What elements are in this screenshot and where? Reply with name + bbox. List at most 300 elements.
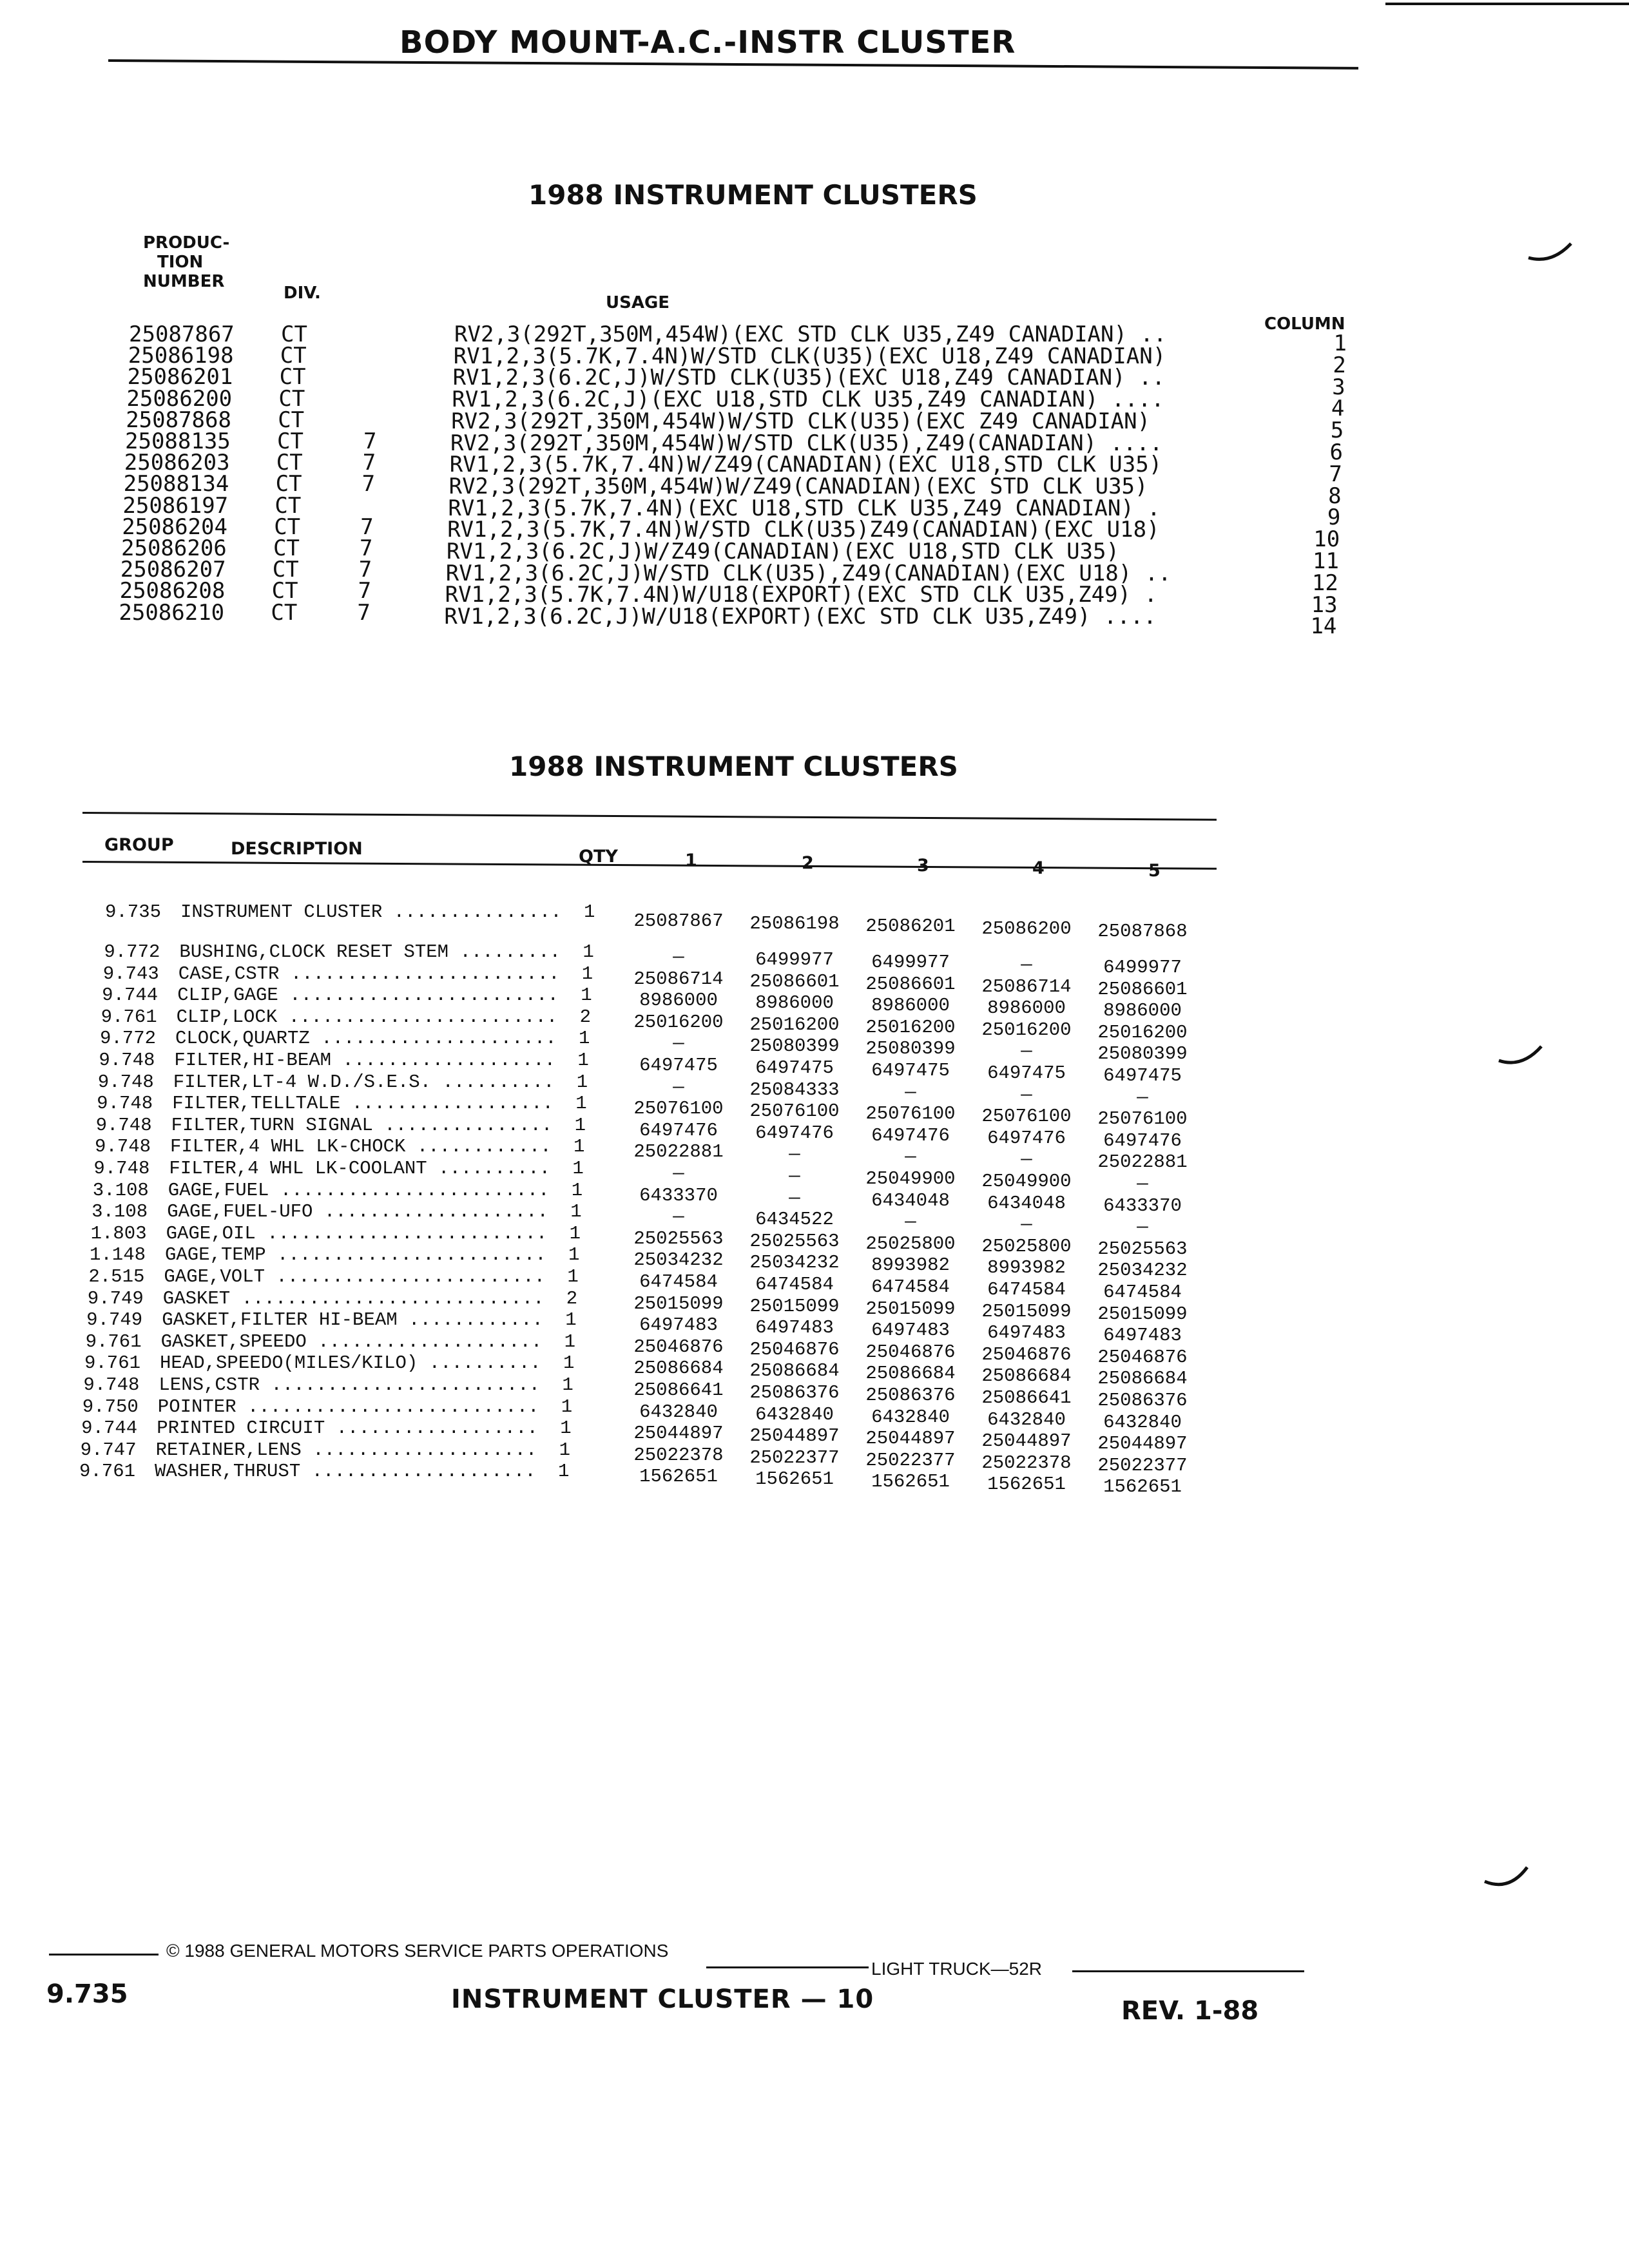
group-number: 1.803 xyxy=(90,1222,147,1244)
part-quantity: 1 xyxy=(562,1374,574,1396)
part-number-column-4: — xyxy=(1021,1041,1032,1062)
part-number-column-4: — xyxy=(1021,954,1032,975)
top-right-rule xyxy=(1385,3,1629,5)
production-header-line: TION xyxy=(157,253,204,272)
part-number-column-2: 25046876 xyxy=(749,1338,840,1360)
division-code: CT xyxy=(278,385,305,412)
column-2-header: 2 xyxy=(802,853,814,873)
note-flag: 7 xyxy=(360,514,374,540)
group-number: 9.744 xyxy=(102,985,159,1006)
part-number-column-2: 6499977 xyxy=(755,949,834,970)
division-code: CT xyxy=(274,514,301,540)
production-number: 25086207 xyxy=(120,557,226,583)
part-description: FILTER,4 WHL LK-COOLANT .......... xyxy=(169,1158,551,1179)
part-description: GAGE,FUEL-UFO .................... xyxy=(167,1202,548,1223)
part-number-column-5: 8986000 xyxy=(1103,1000,1182,1022)
parts-section-title: 1988 INSTRUMENT CLUSTERS xyxy=(509,751,958,782)
table-header-rule xyxy=(82,861,1217,870)
part-number-column-2: 25084333 xyxy=(749,1079,840,1100)
column-number: 12 xyxy=(1311,570,1338,596)
part-number-column-4: 25086684 xyxy=(981,1365,1072,1387)
part-number-column-3: 25086376 xyxy=(865,1385,956,1406)
part-number-column-3: 25086601 xyxy=(865,973,956,995)
part-number-column-3: 6474584 xyxy=(871,1276,950,1298)
part-number-column-3: 25080399 xyxy=(865,1038,956,1060)
part-number-column-4: — xyxy=(1021,1084,1032,1106)
part-description: GAGE,OIL ......................... xyxy=(166,1223,548,1244)
group-number: 9.747 xyxy=(80,1439,137,1461)
part-number-column-4: 6497483 xyxy=(987,1322,1066,1344)
qty-column-header: QTY xyxy=(579,847,618,867)
part-number-column-5: 6497483 xyxy=(1103,1325,1182,1347)
part-quantity: 1 xyxy=(571,1179,583,1201)
part-description: CASE,CSTR ........................ xyxy=(178,963,560,985)
part-number-column-2: 25086198 xyxy=(749,913,840,934)
part-number-column-2: 6497483 xyxy=(755,1317,834,1339)
part-number-column-4: 25015099 xyxy=(981,1300,1072,1322)
production-header-line: NUMBER xyxy=(143,272,225,291)
part-number-column-3: 6497483 xyxy=(871,1320,950,1341)
production-number: 25088134 xyxy=(123,471,229,497)
production-number: 25087867 xyxy=(129,322,235,347)
usage-text: RV1,2,3(5.7K,7.4N)W/Z49(CANADIAN)(EXC U18,STD CLK U35) xyxy=(449,452,1162,478)
part-quantity: 1 xyxy=(569,1222,581,1244)
part-description: CLIP,LOCK ........................ xyxy=(176,1006,558,1028)
usage-text: RV2,3(292T,350M,454W)W/STD CLK(U35)(EXC Z49 CANADIAN) xyxy=(451,408,1151,434)
production-number: 25086206 xyxy=(121,535,227,561)
page-header-title: BODY MOUNT-A.C.-INSTR CLUSTER xyxy=(400,24,1016,61)
production-number: 25086210 xyxy=(119,599,225,626)
group-column-header: GROUP xyxy=(104,835,174,855)
group-number: 9.748 xyxy=(95,1114,152,1136)
part-quantity: 1 xyxy=(576,1071,588,1093)
group-number: 9.748 xyxy=(94,1136,151,1158)
part-number-column-5: — xyxy=(1137,1216,1148,1238)
part-description: CLIP,GAGE ........................ xyxy=(177,985,559,1006)
part-number-column-3: 25025800 xyxy=(865,1233,956,1254)
part-quantity: 1 xyxy=(574,1114,586,1136)
part-number-column-4: 25025800 xyxy=(981,1235,1072,1257)
part-number-column-1: 1562651 xyxy=(639,1466,718,1488)
part-number-column-1: 6432840 xyxy=(639,1401,718,1423)
part-description: FILTER,TURN SIGNAL ............... xyxy=(171,1115,553,1136)
footer-mid-rule xyxy=(706,1966,869,1968)
usage-text: RV1,2,3(6.2C,J)(EXC U18,STD CLK U35,Z49 CANADIAN) .... xyxy=(452,387,1164,413)
part-description: FILTER,HI-BEAM ................... xyxy=(174,1050,556,1071)
part-number-column-4: — xyxy=(1021,1149,1032,1171)
part-number-column-3: 25016200 xyxy=(865,1016,956,1038)
column-4-header: 4 xyxy=(1032,858,1045,878)
column-number: 4 xyxy=(1331,396,1345,422)
part-number-column-2: 6497475 xyxy=(755,1057,834,1079)
hole-punch-mark-icon xyxy=(1496,1043,1548,1075)
footer-left-rule xyxy=(49,1954,159,1956)
part-number-column-1: — xyxy=(673,1076,684,1098)
note-flag: 7 xyxy=(358,557,372,583)
part-number-column-5: 6433370 xyxy=(1103,1195,1182,1216)
table-top-rule xyxy=(82,812,1217,821)
part-number-column-1: 25044897 xyxy=(633,1423,724,1445)
part-quantity: 1 xyxy=(563,1352,575,1374)
part-quantity: 1 xyxy=(581,963,593,985)
hole-punch-mark-icon xyxy=(1482,1862,1534,1901)
part-description: GAGE,FUEL ........................ xyxy=(168,1180,550,1201)
div-header: DIV. xyxy=(284,284,321,303)
production-number: 25086204 xyxy=(122,514,227,540)
part-number-column-1: 25022378 xyxy=(633,1444,724,1466)
part-number-column-5: 25080399 xyxy=(1097,1043,1188,1065)
part-number-column-3: 8986000 xyxy=(871,995,950,1017)
part-number-column-2: 25076100 xyxy=(749,1100,840,1122)
column-header: COLUMN xyxy=(1264,314,1345,334)
part-number-column-4: 25022378 xyxy=(981,1452,1072,1474)
group-number: 9.772 xyxy=(99,1028,156,1050)
part-quantity: 1 xyxy=(568,1244,580,1266)
part-quantity: 1 xyxy=(572,1158,584,1179)
part-number-column-4: 6497476 xyxy=(987,1127,1066,1149)
part-quantity: 1 xyxy=(581,985,592,1006)
column-number: 5 xyxy=(1330,418,1344,444)
group-number: 9.749 xyxy=(86,1309,143,1331)
production-number: 25086203 xyxy=(124,450,230,476)
production-header-line: PRODUC- xyxy=(143,233,230,253)
production-number: 25086208 xyxy=(119,578,226,604)
part-quantity: 1 xyxy=(583,941,594,963)
column-3-header: 3 xyxy=(917,856,929,876)
part-number-column-4: 1562651 xyxy=(987,1474,1066,1495)
part-description: LENS,CSTR ........................ xyxy=(159,1375,541,1396)
hole-punch-mark-icon xyxy=(1526,238,1577,271)
part-number-column-3: 6432840 xyxy=(871,1406,950,1428)
part-number-column-2: 25015099 xyxy=(749,1295,840,1317)
group-number: 9.748 xyxy=(99,1050,155,1071)
part-number-column-1: 25076100 xyxy=(633,1098,724,1120)
part-number-column-2: 6474584 xyxy=(755,1274,834,1295)
usage-text: RV2,3(292T,350M,454W)W/STD CLK(U35),Z49(CANADIAN) .... xyxy=(450,430,1163,456)
part-number-column-2: 25044897 xyxy=(749,1425,840,1447)
part-description: GASKET,FILTER HI-BEAM ............ xyxy=(162,1310,543,1331)
part-number-column-5: — xyxy=(1137,1173,1148,1195)
part-number-column-4: 25086714 xyxy=(981,975,1072,997)
division-code: CT xyxy=(275,471,302,497)
part-number-column-2: 6434522 xyxy=(755,1209,834,1231)
division-code: CT xyxy=(279,364,306,390)
part-number-column-1: — xyxy=(673,947,684,968)
column-number: 3 xyxy=(1332,374,1345,400)
part-number-column-3: 25076100 xyxy=(865,1103,956,1125)
part-number-column-4: 25086200 xyxy=(981,918,1072,939)
usage-text: RV1,2,3(6.2C,J)W/Z49(CANADIAN)(EXC U18,STD CLK U35) xyxy=(447,539,1119,564)
part-description: FILTER,4 WHL LK-CHOCK ............ xyxy=(170,1137,552,1158)
part-number-column-1: 25025563 xyxy=(633,1227,724,1249)
usage-text: RV1,2,3(5.7K,7.4N)W/STD CLK(U35)(EXC U18,Z49 CANADIAN) xyxy=(453,343,1166,369)
column-number: 14 xyxy=(1310,613,1337,640)
part-quantity: 2 xyxy=(566,1287,578,1309)
usage-text: RV2,3(292T,350M,454W)W/Z49(CANADIAN)(EXC STD CLK U35) xyxy=(448,473,1148,499)
part-number-column-4: 8993982 xyxy=(987,1257,1066,1279)
part-quantity: 1 xyxy=(558,1461,570,1483)
part-quantity: 1 xyxy=(567,1266,579,1287)
footer-right-rule xyxy=(1072,1970,1304,1972)
part-number-column-4: 25049900 xyxy=(981,1171,1072,1192)
column-number: 10 xyxy=(1313,526,1340,553)
part-description: POINTER .......................... xyxy=(157,1396,539,1418)
group-number: 9.772 xyxy=(104,941,160,963)
part-number-column-1: 25016200 xyxy=(633,1011,724,1033)
part-number-column-1: — xyxy=(673,1163,684,1184)
part-number-column-4: 25016200 xyxy=(981,1019,1072,1041)
part-number-column-2: 1562651 xyxy=(755,1468,834,1490)
part-description: FILTER,LT-4 W.D./S.E.S. .......... xyxy=(173,1072,555,1093)
part-number-column-5: 6499977 xyxy=(1103,957,1182,978)
division-code: CT xyxy=(271,599,298,626)
production-section-title: 1988 INSTRUMENT CLUSTERS xyxy=(528,179,978,211)
part-number-column-2: 25080399 xyxy=(749,1035,840,1057)
part-number-column-1: — xyxy=(673,1033,684,1055)
group-number: 9.761 xyxy=(101,1006,157,1028)
part-quantity: 1 xyxy=(570,1201,582,1223)
part-number-column-3: 25015099 xyxy=(865,1298,956,1320)
part-number-column-1: 6497483 xyxy=(639,1314,718,1336)
part-number-column-3: — xyxy=(905,1211,916,1233)
part-quantity: 1 xyxy=(564,1331,575,1352)
production-number: 25086201 xyxy=(127,364,233,390)
part-quantity: 1 xyxy=(579,1028,590,1050)
note-flag: 7 xyxy=(360,535,373,561)
part-quantity: 1 xyxy=(575,1093,587,1115)
part-number-column-5: 25016200 xyxy=(1097,1021,1188,1043)
production-number: 25086200 xyxy=(126,385,233,412)
part-number-column-3: 25044897 xyxy=(865,1428,956,1450)
part-number-column-1: 6474584 xyxy=(639,1271,718,1293)
part-description: GASKET ........................... xyxy=(162,1288,545,1309)
part-number-column-1: 25086641 xyxy=(633,1379,724,1401)
description-column-header: DESCRIPTION xyxy=(231,839,363,859)
part-description: WASHER,THRUST .................... xyxy=(155,1461,536,1483)
part-number-column-1: 25034232 xyxy=(633,1249,724,1271)
part-number-column-4: 25086641 xyxy=(981,1387,1072,1408)
group-number: 9.761 xyxy=(85,1331,142,1352)
part-number-column-3: 8993982 xyxy=(871,1254,950,1276)
production-number: 25086197 xyxy=(122,492,229,519)
part-number-column-3: 6497475 xyxy=(871,1060,950,1081)
part-quantity: 1 xyxy=(574,1136,585,1158)
part-number-column-5: 25076100 xyxy=(1097,1108,1188,1130)
part-number-column-2: 25034232 xyxy=(749,1252,840,1274)
part-number-column-1: — xyxy=(673,1206,684,1228)
part-quantity: 1 xyxy=(565,1309,577,1331)
group-number: 9.748 xyxy=(97,1071,154,1093)
part-number-column-2: 6432840 xyxy=(755,1403,834,1425)
part-number-column-4: — xyxy=(1021,1214,1032,1236)
note-flag: 7 xyxy=(363,428,377,454)
part-number-column-1: 25086714 xyxy=(633,968,724,990)
part-number-column-3: — xyxy=(905,1146,916,1168)
part-number-column-4: 25044897 xyxy=(981,1430,1072,1452)
part-number-column-5: 6432840 xyxy=(1103,1411,1182,1433)
part-number-column-3: — xyxy=(905,1081,916,1103)
part-number-column-3: 25046876 xyxy=(865,1341,956,1363)
part-number-column-4: 25076100 xyxy=(981,1106,1072,1128)
part-number-column-5: 1562651 xyxy=(1103,1476,1182,1498)
part-description: GAGE,TEMP ........................ xyxy=(165,1245,546,1266)
part-number-column-4: 6474584 xyxy=(987,1279,1066,1300)
part-number-column-1: 25022881 xyxy=(633,1141,724,1163)
column-number: 13 xyxy=(1311,591,1338,618)
part-number-column-5: 6497475 xyxy=(1103,1065,1182,1086)
header-rule xyxy=(108,59,1358,70)
usage-text: RV1,2,3(5.7K,7.4N)W/U18(EXPORT)(EXC STD CLK U35,Z49) . xyxy=(445,582,1157,608)
part-number-column-2: 6497476 xyxy=(755,1122,834,1144)
part-number-column-1: 6433370 xyxy=(639,1184,718,1206)
column-number: 6 xyxy=(1329,439,1343,465)
part-quantity: 2 xyxy=(579,1006,591,1028)
part-number-column-2: 25086601 xyxy=(749,970,840,992)
part-description: GASKET,SPEEDO .................... xyxy=(160,1331,543,1352)
division-code: CT xyxy=(278,407,305,433)
group-number: 9.750 xyxy=(82,1396,139,1418)
part-number-column-3: 25022377 xyxy=(865,1449,956,1471)
column-number: 2 xyxy=(1333,352,1346,378)
column-number: 1 xyxy=(1333,331,1347,356)
footer-revision: REV. 1-88 xyxy=(1121,1996,1259,2026)
footer-group-number: 9.735 xyxy=(46,1979,128,2009)
part-description: BUSHING,CLOCK RESET STEM ......... xyxy=(179,942,561,963)
part-number-column-3: 1562651 xyxy=(871,1471,950,1493)
production-number: 25086198 xyxy=(128,343,234,369)
part-number-column-2: 25086376 xyxy=(749,1382,840,1403)
note-flag: 7 xyxy=(358,578,372,604)
group-number: 9.748 xyxy=(97,1093,153,1115)
part-number-column-5: 6497476 xyxy=(1103,1129,1182,1151)
part-description: PRINTED CIRCUIT .................. xyxy=(157,1418,538,1439)
part-quantity: 1 xyxy=(559,1439,570,1461)
column-5-header: 5 xyxy=(1148,861,1161,881)
part-number-column-1: 25015099 xyxy=(633,1293,724,1314)
group-number: 1.148 xyxy=(89,1244,146,1266)
part-number-column-3: 25086201 xyxy=(865,916,956,937)
division-code: CT xyxy=(280,343,307,369)
usage-text: RV1,2,3(6.2C,J)W/U18(EXPORT)(EXC STD CLK U35,Z49) .... xyxy=(444,604,1157,630)
part-description: GAGE,VOLT ........................ xyxy=(164,1267,546,1287)
part-number-column-5: 25046876 xyxy=(1097,1346,1188,1368)
part-number-column-3: 25086684 xyxy=(865,1363,956,1385)
part-number-column-2: 25016200 xyxy=(749,1014,840,1035)
usage-header: USAGE xyxy=(606,293,670,312)
usage-text: RV1,2,3(5.7K,7.4N)W/STD CLK(U35)Z49(CANADIAN)(EXC U18) xyxy=(447,517,1160,543)
group-number: 3.108 xyxy=(92,1179,149,1201)
usage-text: RV1,2,3(6.2C,J)W/STD CLK(U35),Z49(CANADIAN)(EXC U18) .. xyxy=(445,560,1171,586)
part-number-column-5: 25086601 xyxy=(1097,978,1188,1000)
part-number-column-2: 25086684 xyxy=(749,1360,840,1382)
part-number-column-1: 25046876 xyxy=(633,1336,724,1358)
part-number-column-1: 6497475 xyxy=(639,1055,718,1076)
group-number: 9.761 xyxy=(84,1352,140,1374)
note-flag: 7 xyxy=(362,450,376,476)
part-description: HEAD,SPEEDO(MILES/KILO) .......... xyxy=(160,1353,541,1374)
group-number: 3.108 xyxy=(92,1201,148,1223)
column-number: 7 xyxy=(1329,461,1342,487)
part-quantity: 1 xyxy=(560,1418,572,1439)
part-description: RETAINER,LENS .................... xyxy=(155,1439,537,1461)
group-number: 9.744 xyxy=(81,1418,138,1439)
column-number: 9 xyxy=(1327,505,1341,531)
part-number-column-2: — xyxy=(789,1166,800,1187)
part-number-column-3: 6499977 xyxy=(871,952,950,973)
part-quantity: 1 xyxy=(577,1050,589,1071)
group-number: 9.748 xyxy=(83,1374,140,1396)
group-number: 9.761 xyxy=(79,1461,135,1483)
part-number-column-5: — xyxy=(1137,1086,1148,1108)
group-number: 9.735 xyxy=(104,901,161,923)
division-code: CT xyxy=(277,428,304,454)
part-number-column-4: 6497475 xyxy=(987,1062,1066,1084)
usage-text: RV1,2,3(6.2C,J)W/STD CLK(U35)(EXC U18,Z49 CANADIAN) .. xyxy=(452,365,1165,391)
division-code: CT xyxy=(273,535,300,561)
division-code: CT xyxy=(275,492,302,519)
part-number-column-5: 25025563 xyxy=(1097,1238,1188,1260)
part-number-column-5: 25034232 xyxy=(1097,1260,1188,1282)
part-number-column-5: 25086684 xyxy=(1097,1368,1188,1390)
part-number-column-3: 6434048 xyxy=(871,1189,950,1211)
division-code: CT xyxy=(271,578,298,604)
note-flag: 7 xyxy=(361,471,376,497)
part-number-column-4: 6434048 xyxy=(987,1192,1066,1214)
column-number: 8 xyxy=(1328,483,1342,509)
division-code: CT xyxy=(272,557,299,583)
part-quantity: 1 xyxy=(584,901,595,923)
part-number-column-4: 8986000 xyxy=(987,997,1066,1019)
footer-page-title: INSTRUMENT CLUSTER — 10 xyxy=(451,1984,874,2014)
part-number-column-5: 25086376 xyxy=(1097,1390,1188,1411)
footer-light-truck: LIGHT TRUCK—52R xyxy=(871,1959,1043,1979)
footer-copyright: © 1988 GENERAL MOTORS SERVICE PARTS OPERATIONS xyxy=(166,1941,669,1961)
part-number-column-2: 8986000 xyxy=(755,992,834,1014)
part-description: CLOCK,QUARTZ ..................... xyxy=(175,1028,557,1050)
note-flag: 7 xyxy=(357,599,371,626)
part-number-column-5: 25044897 xyxy=(1097,1433,1188,1455)
part-number-column-5: 25087868 xyxy=(1097,921,1188,942)
usage-text: RV1,2,3(5.7K,7.4N)(EXC U18,STD CLK U35,Z49 CANADIAN) . xyxy=(448,495,1161,521)
part-number-column-4: 25046876 xyxy=(981,1343,1072,1365)
group-number: 9.749 xyxy=(87,1287,144,1309)
part-number-column-1: 6497476 xyxy=(639,1119,718,1141)
part-number-column-1: 25087867 xyxy=(633,910,724,932)
part-quantity: 1 xyxy=(561,1396,573,1418)
division-code: CT xyxy=(281,322,307,347)
usage-text: RV2,3(292T,350M,454W)(EXC STD CLK U35,Z49 CANADIAN) .. xyxy=(454,322,1167,347)
part-number-column-5: 25015099 xyxy=(1097,1303,1188,1325)
part-number-column-5: 25022377 xyxy=(1097,1454,1188,1476)
part-description: FILTER,TELLTALE .................. xyxy=(172,1093,554,1115)
part-description: INSTRUMENT CLUSTER ............... xyxy=(180,902,562,923)
part-number-column-2: 25025563 xyxy=(749,1230,840,1252)
part-number-column-2: — xyxy=(789,1144,800,1166)
part-number-column-5: 6474584 xyxy=(1103,1282,1182,1303)
part-number-column-1: 25086684 xyxy=(633,1358,724,1379)
division-code: CT xyxy=(276,450,303,476)
part-number-column-4: 6432840 xyxy=(987,1408,1066,1430)
column-number: 11 xyxy=(1313,548,1339,574)
group-number: 2.515 xyxy=(88,1266,145,1287)
production-number: 25087868 xyxy=(126,407,231,433)
column-1-header: 1 xyxy=(685,850,697,870)
part-number-column-5: 25022881 xyxy=(1097,1151,1188,1173)
part-number-column-3: 6497476 xyxy=(871,1124,950,1146)
part-number-column-1: 8986000 xyxy=(639,990,718,1012)
production-number-header xyxy=(143,233,246,291)
production-number: 25088135 xyxy=(125,428,231,454)
